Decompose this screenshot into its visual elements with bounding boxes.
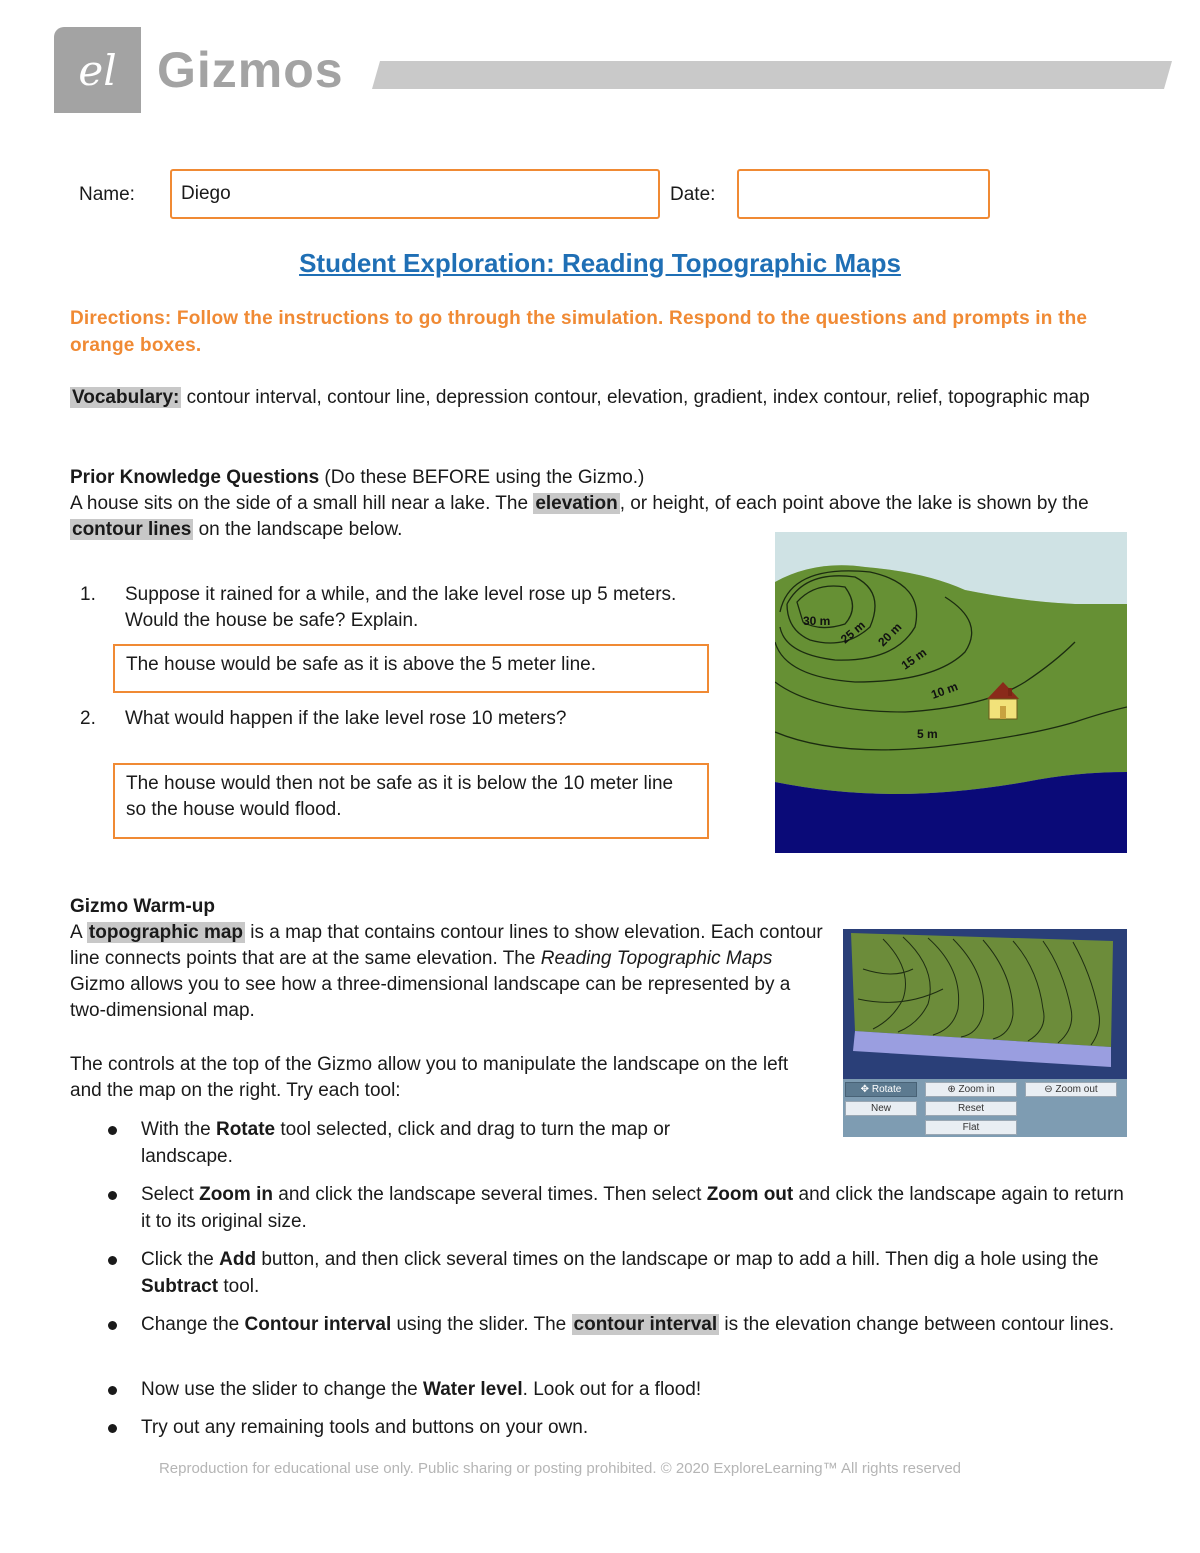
- bullet-text: tool.: [218, 1276, 260, 1297]
- warmup-text: is a map that contains contour lines to show elevation. Each contour line connects points that are at the same elevation. The: [70, 922, 823, 969]
- explorelearning-logo: [54, 27, 141, 113]
- bullet-item-zoom: [141, 1181, 1131, 1235]
- bullet-item-add: [141, 1246, 1131, 1300]
- page-title: Student Exploration: Reading Topographic Maps: [299, 248, 901, 278]
- bullet-item-water: [141, 1376, 1131, 1403]
- prior-intro-text: A house sits on the side of a small hill near a lake. The: [70, 493, 534, 514]
- prior-heading: Prior Knowledge Questions: [70, 467, 320, 488]
- date-label: Date:: [670, 184, 716, 205]
- hill-landscape-image: [775, 532, 1127, 853]
- logo-glyph: el: [78, 45, 117, 95]
- gizmo-reset-button: [925, 1101, 1017, 1116]
- gizmo-zoom-in-button: ⊕ Zoom in: [925, 1082, 1017, 1097]
- gizmo-new-label: New: [870, 1103, 891, 1114]
- bullet-icon: [108, 1424, 117, 1433]
- prior-heading-note: (Do these BEFORE using the Gizmo.): [319, 467, 645, 488]
- bullet-text: and click the landscape again to return it to its original size.: [141, 1184, 1124, 1232]
- question-2-number: 2.: [80, 708, 96, 729]
- hill-label-30m: 30 m: [803, 614, 831, 628]
- warmup-paragraph-1: [70, 920, 825, 1024]
- topographic-map-preview: [843, 929, 1127, 1079]
- vocabulary-text: contour interval, contour line, depression contour, elevation, gradient, index contour, relief, topographic map: [181, 387, 1090, 408]
- bullet-bold: Zoom in: [199, 1184, 273, 1205]
- gizmo-zoom-out-button: ⊖ Zoom out: [1025, 1082, 1117, 1097]
- bullet-icon: [108, 1126, 117, 1135]
- bullet-bold: Rotate: [215, 1119, 276, 1140]
- gizmo-name: Reading Topographic Maps: [540, 948, 773, 969]
- gizmo-rotate-button: ✥ Rotate: [845, 1082, 917, 1097]
- bullet-icon: [108, 1321, 117, 1330]
- vocabulary: [70, 385, 1120, 411]
- bullet-text: using the slider. The: [391, 1314, 572, 1335]
- hill-label-10m: 10 m: [929, 679, 960, 702]
- bullet-text: tool selected, click and drag to turn the map or landscape.: [141, 1119, 671, 1167]
- warmup-heading: [70, 894, 1120, 920]
- bullet-icon: [108, 1386, 117, 1395]
- bullet-text: Click the: [141, 1249, 220, 1270]
- directions: Directions: Follow the instructions to go through the simulation. Respond to the questions and prompts in the orange boxes.: [70, 308, 1088, 356]
- warmup-text: Gizmo allows you to see how a three-dimensional landscape can be represented by a two-dimensional map.: [70, 974, 791, 1021]
- gizmo-zoom-in-label: Zoom in: [958, 1084, 995, 1095]
- footer: Reproduction for educational use only. Public sharing or posting prohibited. © 2020 ExploreLearning™ All rights reserved: [158, 1460, 962, 1477]
- bullet-text: and click the landscape several times. Then select: [272, 1184, 707, 1205]
- bullet-text: With the: [141, 1119, 216, 1140]
- term-contour-lines: contour lines: [72, 519, 192, 540]
- bullet-bold: Add: [219, 1249, 257, 1270]
- header-bar: [372, 61, 1172, 89]
- bullet-text: Now use the slider to change the: [141, 1379, 424, 1400]
- bullet-bold: Water level: [423, 1379, 523, 1400]
- name-field[interactable]: [170, 169, 660, 219]
- answer-1-text: The house would be safe as it is above the 5 meter line.: [126, 654, 596, 675]
- hill-label-20m: 20 m: [875, 619, 905, 650]
- answer-2-box[interactable]: [113, 763, 709, 839]
- gizmo-screenshot: [843, 929, 1127, 1137]
- date-field[interactable]: [737, 169, 990, 219]
- bullet-item-remaining: [141, 1414, 1131, 1441]
- prior-intro-text: on the landscape below.: [193, 519, 403, 540]
- question-1-number: 1.: [80, 584, 96, 605]
- bullet-text: button, and then click several times on the landscape or map to add a hill. Then dig a hole using the: [256, 1249, 1099, 1270]
- gizmo-flat-label: Flat: [962, 1122, 980, 1133]
- bullet-text: is the elevation change between contour lines.: [719, 1314, 1115, 1335]
- bullet-text: Change the: [141, 1314, 245, 1335]
- bullet-icon: [108, 1256, 117, 1265]
- warmup-text: A: [70, 922, 87, 943]
- gizmo-reset-label: Reset: [957, 1103, 985, 1114]
- term-contour-interval: contour interval: [573, 1314, 718, 1335]
- gizmo-flat-button: [925, 1120, 1017, 1135]
- question-1-text: Suppose it rained for a while, and the lake level rose up 5 meters. Would the house be safe? Explain.: [125, 584, 677, 631]
- bullet-bold: Contour interval: [244, 1314, 392, 1335]
- name-label: Name:: [79, 184, 135, 205]
- bullet-icon: [108, 1191, 117, 1200]
- bullet-text: Try out any remaining tools and buttons on your own.: [141, 1417, 589, 1438]
- name-value: Diego: [181, 183, 231, 204]
- gizmo-rotate-label: Rotate: [871, 1084, 902, 1095]
- warmup-heading-text: Gizmo Warm-up: [70, 896, 215, 917]
- bullet-bold: Subtract: [141, 1276, 219, 1297]
- warmup-paragraph-2: The controls at the top of the Gizmo allow you to manipulate the landscape on the left and the map on the right. Try each tool:: [70, 1054, 789, 1101]
- bullet-text: Select: [141, 1184, 200, 1205]
- bullet-text: . Look out for a flood!: [522, 1379, 702, 1400]
- hill-label-5m: 5 m: [917, 727, 938, 741]
- bullet-item-contour: [141, 1311, 1131, 1338]
- bullet-bold: Zoom out: [706, 1184, 794, 1205]
- hill-label-25m: 25 m: [837, 617, 868, 647]
- hill-label-15m: 15 m: [898, 645, 930, 673]
- question-2-text: What would happen if the lake level rose 10 meters?: [125, 708, 567, 729]
- gizmo-new-button: [845, 1101, 917, 1116]
- answer-2-text: The house would then not be safe as it is below the 10 meter line so the house would flood.: [126, 773, 674, 820]
- vocabulary-label: Vocabulary:: [72, 387, 180, 408]
- gizmo-zoom-out-label: Zoom out: [1055, 1084, 1098, 1095]
- term-topographic-map: topographic map: [88, 922, 244, 943]
- prior-intro-text: , or height, of each point above the lake is shown by the: [619, 493, 1089, 514]
- bullet-item-rotate: [141, 1116, 761, 1170]
- term-elevation: elevation: [535, 493, 618, 514]
- brand-name: Gizmos: [157, 42, 344, 98]
- answer-1-box[interactable]: [113, 644, 709, 693]
- prior-knowledge-heading: [70, 465, 1120, 491]
